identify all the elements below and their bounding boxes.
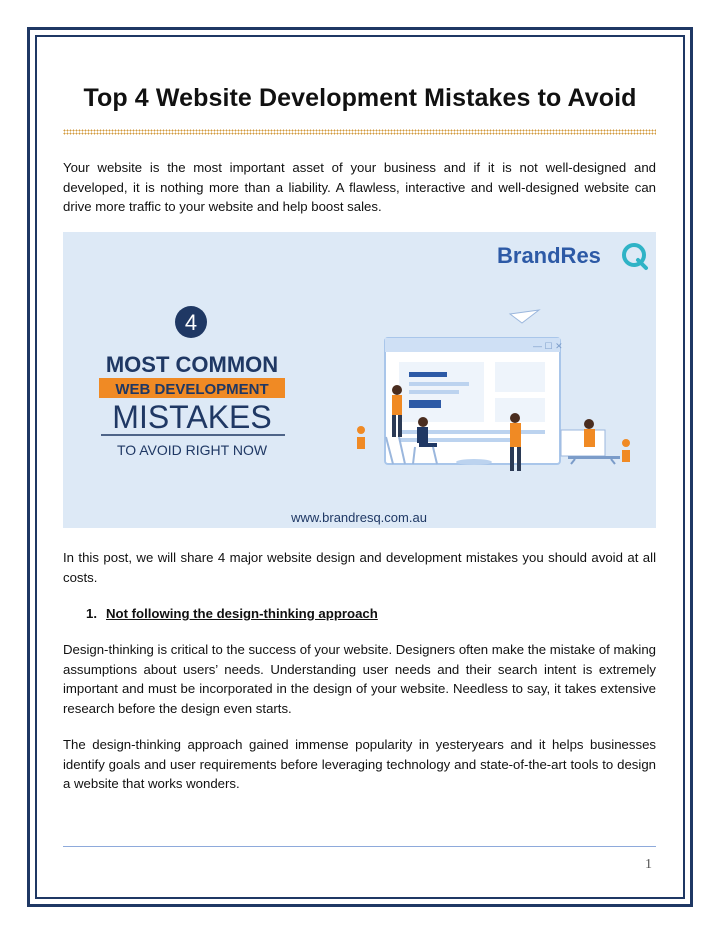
floor-shadow [456, 459, 492, 465]
number-badge [175, 306, 207, 338]
plant-right [622, 439, 630, 462]
section-1-paragraph-2: The design-thinking approach gained immense popularity in yesteryears and it helps businesses identify goals and user requirements before leveraging technology and state-of-the-art tools to design a website that works wonders. [63, 737, 656, 791]
browser-window-illustration [385, 338, 563, 464]
section-heading-1 [86, 606, 378, 621]
footer-divider [63, 846, 656, 847]
badge-number: 4 [184, 310, 198, 335]
hero-line-3: MISTAKES [112, 399, 272, 435]
intro-paragraph: Your website is the most important asset of your business and if it is not well-designed and developed, it is nothing more than a liability. A flawless, interactive and well-designed website can drive more traffic to your website and help boost sales. [63, 160, 656, 214]
brand-logo-text: BrandRes [497, 243, 601, 268]
hero-line-4: TO AVOID RIGHT NOW [116, 442, 268, 458]
hero-line-1: MOST COMMON [105, 352, 279, 377]
page-number: 1 [645, 857, 652, 872]
hero-line-2: WEB DEVELOPMENT [115, 381, 269, 398]
after-image-paragraph: In this post, we will share 4 major website design and development mistakes you should avoid at all costs. [63, 550, 656, 585]
svg-text:— ☐ ✕: — ☐ ✕ [533, 341, 563, 351]
section-1-paragraph-1: Design-thinking is critical to the success of your website. Designers often make the mistake of making assumptions about users’ needs. Understanding user needs and their search intent is extremely important and must be incorporated in the design of your website. Needless to say, it takes extensive research before the design even starts. [63, 642, 656, 716]
hero-url: www.brandresq.com.au [291, 510, 427, 525]
hero-image [63, 232, 656, 528]
title-dotted-divider [63, 129, 656, 135]
section-heading-text: Not following the design-thinking approach [106, 606, 378, 621]
section-number: 1. [86, 606, 97, 621]
document-title: Top 4 Website Development Mistakes to Avoid [83, 84, 637, 112]
plant-left [357, 426, 365, 449]
